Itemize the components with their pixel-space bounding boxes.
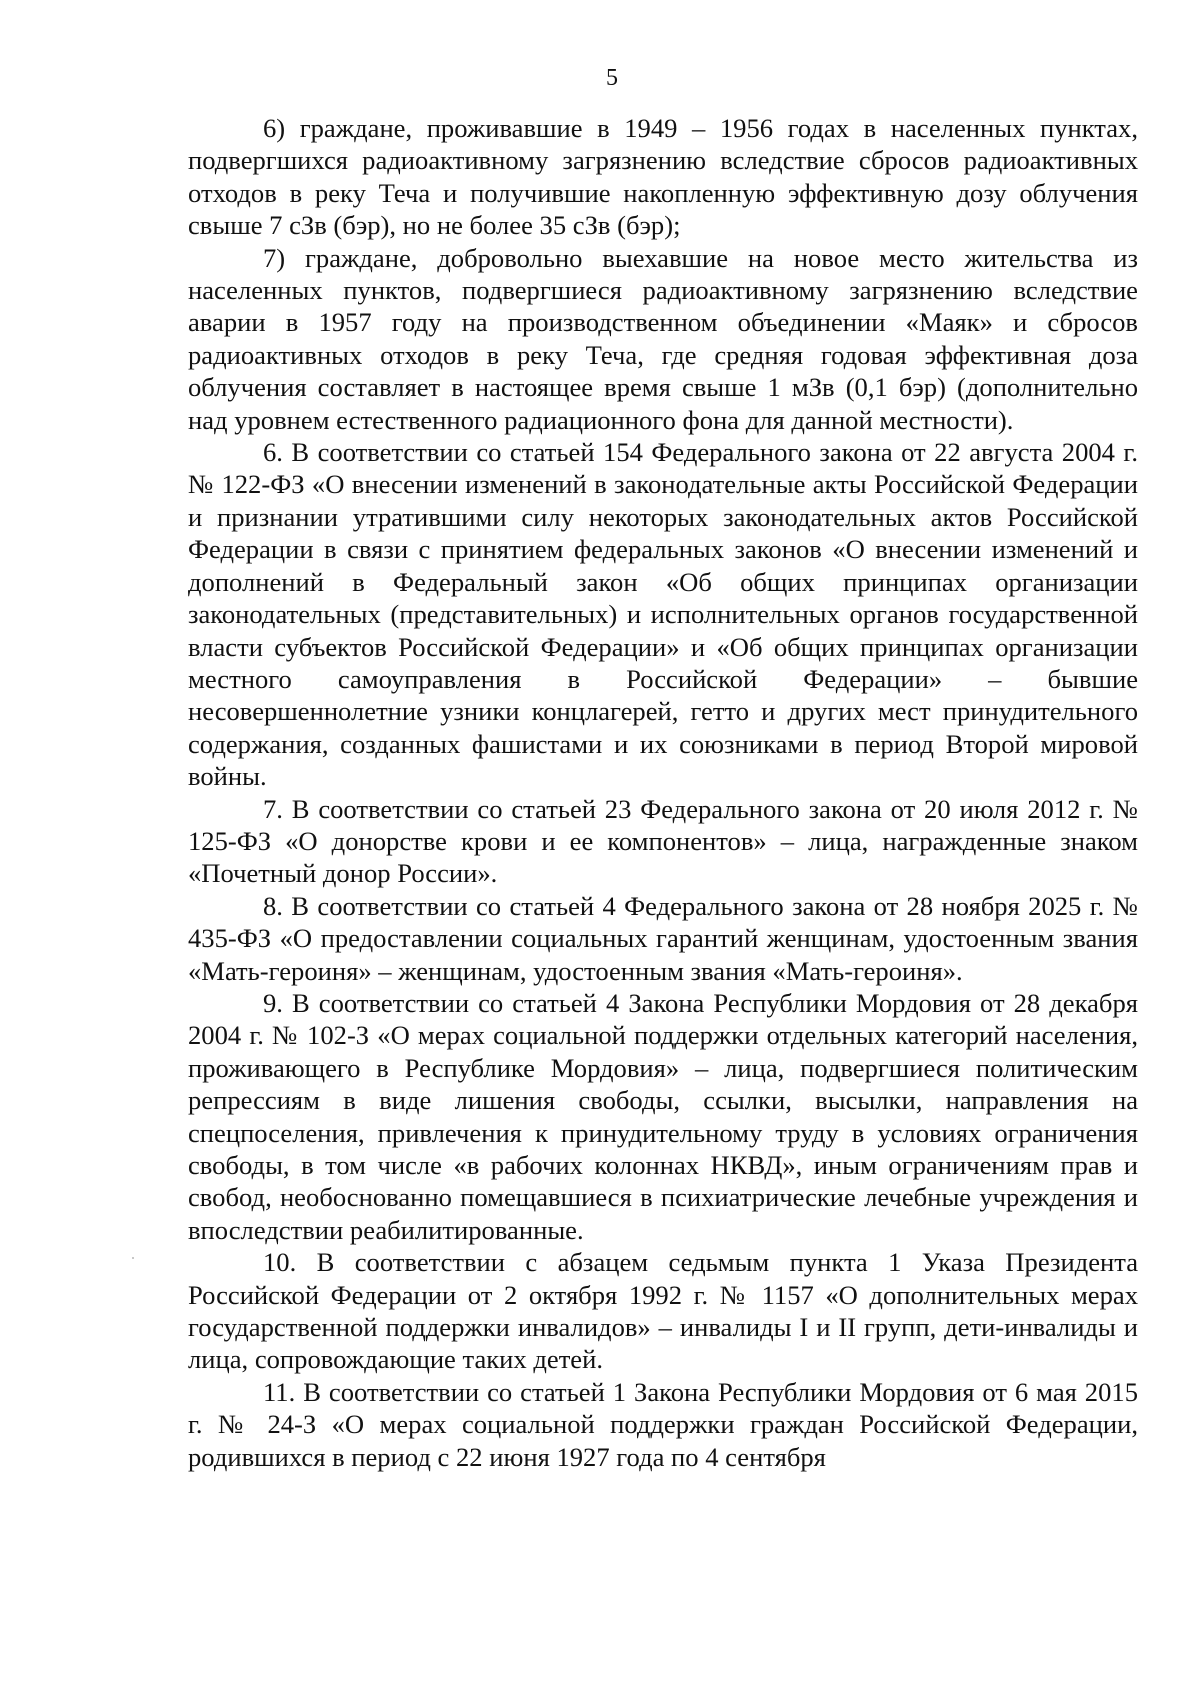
paragraph-6-item-6: 6) граждане, проживавшие в 1949 – 1956 годах в населенных пунктах, подвергшихся радиоактивному загрязнению вследствие сбросов радиоактивных отходов в реку Теча и получившие накопленную эффективную дозу облучения свыше 7 сЗв (бэр), но не более 35 сЗв (бэр);: [188, 113, 1138, 241]
document-body: [188, 112, 1138, 1473]
paragraph-8: 8. В соответствии со статьей 4 Федерального закона от 28 ноября 2025 г. № 435-ФЗ «О предоставлении социальных гарантий женщинам, удостоенным звания «Мать-героиня» – женщинам, удостоенным звания «Мать-героиня».: [188, 890, 1138, 986]
paragraph-7: 7. В соответствии со статьей 23 Федерального закона от 20 июля 2012 г. № 125-ФЗ «О донорстве крови и ее компонентов» – лица, награжденные знаком «Почетный донор России».: [188, 793, 1138, 889]
scan-artifact: [132, 1257, 134, 1259]
page-number: 5: [606, 65, 618, 91]
paragraph-6: 6. В соответствии со статьей 154 Федерального закона от 22 августа 2004 г. № 122-ФЗ «О внесении изменений в законодательные акты Российской Федерации и признании утратившими силу некоторых законодательных актов Российской Федерации в связи с принятием федеральных законов «О внесении изменений и дополнений в Федеральный закон «Об общих принципах организации законодательных (представительных) и исполнительных органов государственной власти субъектов Российской Федерации» и «Об общих принципах организации местного самоуправления в Российской Федерации» – бывшие несовершеннолетние узники концлагерей, гетто и других мест принудительного содержания, созданных фашистами и их союзниками в период Второй мировой войны.: [188, 437, 1138, 792]
paragraph-10: 10. В соответствии с абзацем седьмым пункта 1 Указа Президента Российской Федерации от 2 октября 1992 г. № 1157 «О дополнительных мерах государственной поддержки инвалидов» – инвалиды I и II групп, дети-инвалиды и лица, сопровождающие таких детей.: [188, 1247, 1138, 1375]
paragraph-6-item-7: 7) граждане, добровольно выехавшие на новое место жительства из населенных пунктов, подвергшиеся радиоактивному загрязнению вследствие аварии в 1957 году на производственном объединении «Маяк» и сбросов радиоактивных отходов в реку Теча, где средняя годовая эффективная доза облучения составляет в настоящее время свыше 1 мЗв (0,1 бэр) (дополнительно над уровнем естественного радиационного фона для данной местности).: [188, 242, 1138, 435]
paragraph-11: 11. В соответствии со статьей 1 Закона Республики Мордовия от 6 мая 2015 г. № 24-З «О мерах социальной поддержки граждан Российской Федерации, родившихся в период с 22 июня 1927 года по 4 сентября: [188, 1376, 1138, 1472]
paragraph-9: 9. В соответствии со статьей 4 Закона Республики Мордовия от 28 декабря 2004 г. № 102-З «О мерах социальной поддержки отдельных категорий населения, проживающего в Республике Мордовия» – лица, подвергшиеся политическим репрессиям в виде лишения свободы, ссылки, высылки, направления на спецпоселения, привлечения к принудительному труду в условиях ограничения свободы, в том числе «в рабочих колоннах НКВД», иным ограничениям прав и свобод, необоснованно помещавшиеся в психиатрические лечебные учреждения и впоследствии реабилитированные.: [188, 987, 1138, 1245]
